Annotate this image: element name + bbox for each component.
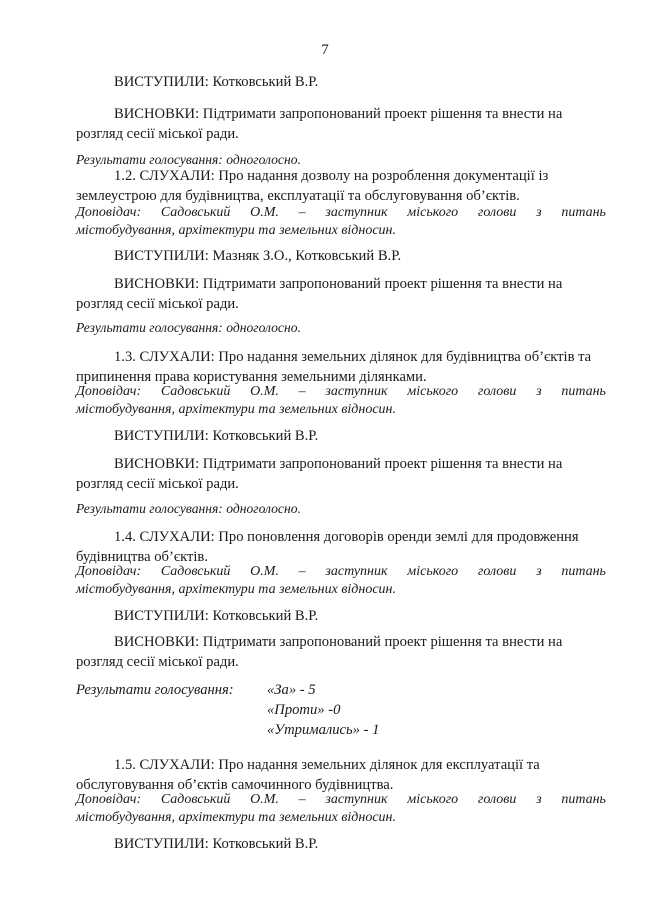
voting-results-label: Результати голосування: (76, 682, 234, 698)
dop-word: міського (407, 384, 459, 399)
sluhaly-line-1: 1.2. СЛУХАЛИ: Про надання дозволу на розроблення документації із (114, 168, 549, 184)
vystupyly-line: ВИСТУПИЛИ: Котковський В.Р. (114, 428, 319, 444)
voting-results: Результати голосування: одноголосно. (76, 501, 301, 516)
vysnovky-line-2: розгляд сесії міської ради. (76, 476, 239, 492)
dop-word: О.М. (250, 205, 279, 220)
dop-word: – (298, 205, 306, 220)
sluhaly-paragraph-1-3 (76, 347, 606, 387)
voting-results-values (267, 680, 379, 740)
dop-word: голови (477, 792, 517, 807)
sluhaly-paragraph-1-4 (76, 527, 606, 567)
dopovidach-line-1 (76, 791, 606, 809)
sluhaly-line-2: будівництва об’єктів. (76, 549, 208, 565)
dop-word: з (536, 792, 542, 807)
vote-za: «За» - 5 (267, 682, 316, 698)
dop-word: заступник (325, 792, 388, 807)
dop-word: з (536, 205, 542, 220)
voting-results: Результати голосування: одноголосно. (76, 320, 301, 335)
dop-word: Садовський (160, 384, 231, 399)
dop-word: заступник (325, 384, 388, 399)
dopovidach-line-2: містобудування, архітектури та земельних відносин. (76, 582, 396, 597)
dop-word: – (298, 384, 306, 399)
vysnovky-paragraph (76, 274, 606, 314)
dop-word: – (298, 564, 306, 579)
sluhaly-paragraph-1-2 (76, 166, 606, 206)
sluhaly-line-1: 1.3. СЛУХАЛИ: Про надання земельних ділянок для будівництва об’єктів та (114, 349, 592, 365)
dopovidach-line-2: містобудування, архітектури та земельних відносин. (76, 810, 396, 825)
vysnovky-line-2: розгляд сесії міської ради. (76, 296, 239, 312)
vysnovky-paragraph (76, 104, 606, 144)
dop-word: – (298, 792, 306, 807)
dopovidach-line-1 (76, 563, 606, 581)
vystupyly-line: ВИСТУПИЛИ: Котковський В.Р. (114, 74, 319, 90)
vystupyly-line: ВИСТУПИЛИ: Котковський В.Р. (114, 608, 319, 624)
dop-word: Доповідач: (76, 564, 142, 579)
dop-word: Садовський (160, 792, 231, 807)
vystupyly-line: ВИСТУПИЛИ: Мазняк З.О., Котковський В.Р. (114, 248, 402, 264)
vysnovky-line-2: розгляд сесії міської ради. (76, 126, 239, 142)
dop-word: міського (407, 792, 459, 807)
sluhaly-line-2: обслуговування об’єктів самочинного будівництва. (76, 777, 394, 793)
dop-word: Садовський (160, 205, 231, 220)
dop-word: з (536, 384, 542, 399)
dopovidach-1-5 (76, 791, 606, 827)
dop-word: питань (561, 564, 606, 579)
dopovidach-line-1 (76, 383, 606, 401)
sluhaly-line-2: припинення права користування земельними ділянками. (76, 369, 427, 385)
dopovidach-1-2 (76, 204, 606, 240)
vote-proty: «Проти» -0 (267, 702, 341, 718)
dop-word: з (536, 564, 542, 579)
vysnovky-paragraph (76, 454, 606, 494)
sluhaly-line-1: 1.4. СЛУХАЛИ: Про поновлення договорів оренди землі для продовження (114, 529, 579, 545)
dop-word: питань (561, 205, 606, 220)
vysnovky-line-2: розгляд сесії міської ради. (76, 654, 239, 670)
dop-word: Доповідач: (76, 205, 142, 220)
dop-word: міського (407, 564, 459, 579)
vysnovky-line-1: ВИСНОВКИ: Підтримати запропонований проект рішення та внести на (114, 456, 563, 472)
dop-word: Садовський (160, 564, 231, 579)
vysnovky-line-1: ВИСНОВКИ: Підтримати запропонований проект рішення та внести на (114, 106, 563, 122)
dop-word: О.М. (250, 564, 279, 579)
dop-word: Доповідач: (76, 384, 142, 399)
page-number: 7 (321, 42, 329, 58)
dopovidach-1-4 (76, 563, 606, 599)
dop-word: міського (407, 205, 459, 220)
dop-word: О.М. (250, 792, 279, 807)
dopovidach-1-3 (76, 383, 606, 419)
vote-utrymalys: «Утримались» - 1 (267, 722, 380, 738)
vysnovky-paragraph (76, 632, 606, 672)
dopovidach-line-1 (76, 204, 606, 222)
dop-word: голови (477, 564, 517, 579)
sluhaly-line-1: 1.5. СЛУХАЛИ: Про надання земельних ділянок для експлуатації та (114, 757, 540, 773)
vystupyly-line: ВИСТУПИЛИ: Котковський В.Р. (114, 836, 319, 852)
dop-word: голови (477, 384, 517, 399)
dop-word: заступник (325, 205, 388, 220)
dop-word: голови (477, 205, 517, 220)
dop-word: О.М. (250, 384, 279, 399)
sluhaly-line-2: землеустрою для будівництва, експлуатації та обслуговування об’єктів. (76, 188, 520, 204)
dop-word: питань (561, 792, 606, 807)
dop-word: заступник (325, 564, 388, 579)
dopovidach-line-2: містобудування, архітектури та земельних відносин. (76, 402, 396, 417)
vysnovky-line-1: ВИСНОВКИ: Підтримати запропонований проект рішення та внести на (114, 276, 563, 292)
voting-results: Результати голосування: одноголосно. (76, 152, 301, 167)
dopovidach-line-2: містобудування, архітектури та земельних відносин. (76, 223, 396, 238)
dop-word: Доповідач: (76, 792, 142, 807)
dop-word: питань (561, 384, 606, 399)
vysnovky-line-1: ВИСНОВКИ: Підтримати запропонований проект рішення та внести на (114, 634, 563, 650)
sluhaly-paragraph-1-5 (76, 755, 606, 795)
